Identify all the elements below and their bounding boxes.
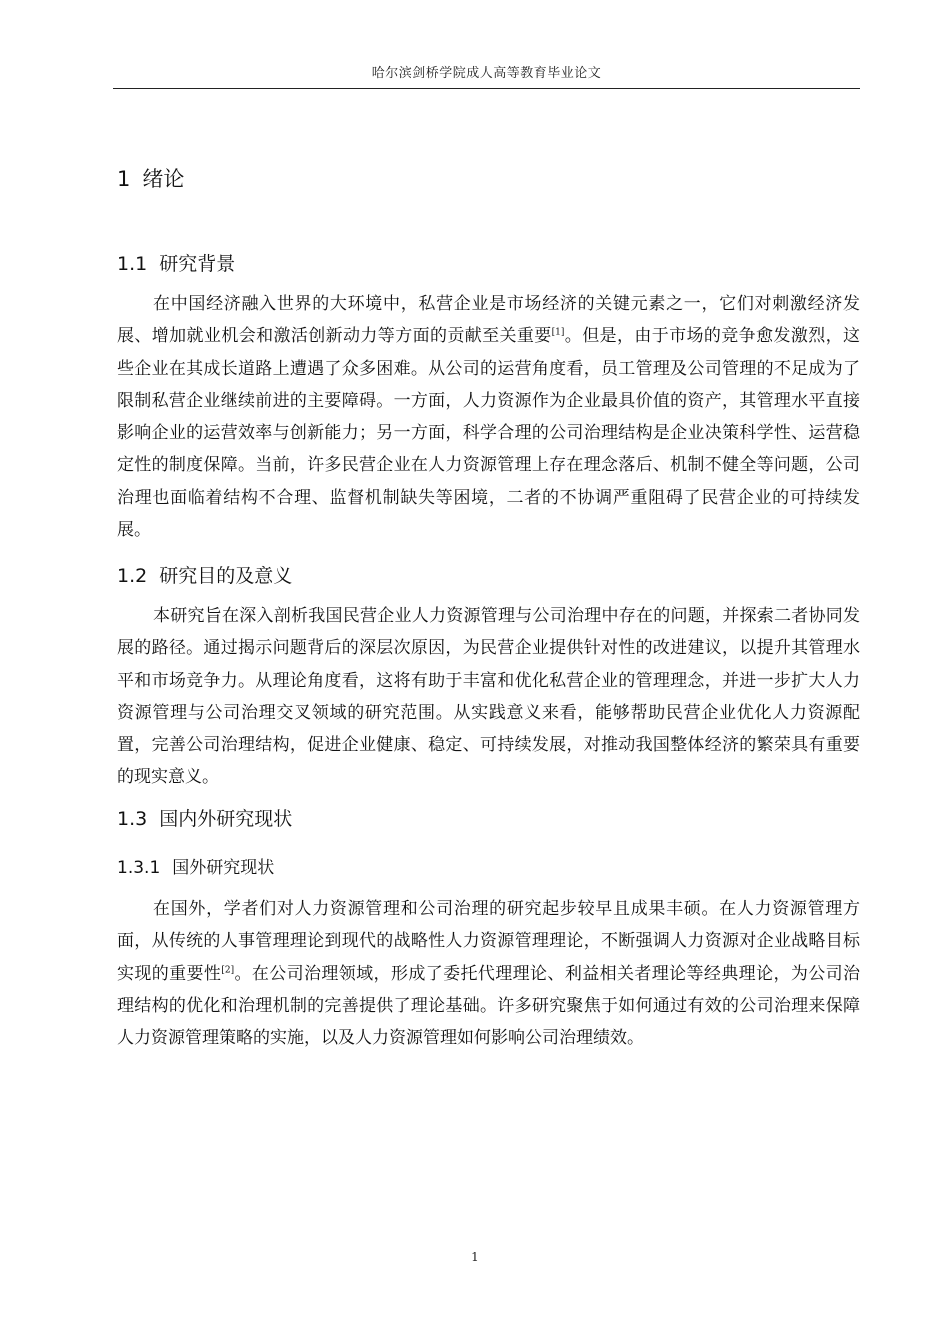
page-number: 1 (471, 1250, 479, 1264)
chapter-title: 绪论 (142, 167, 185, 191)
citation-ref[interactable]: [1] (551, 327, 565, 338)
paragraph-foreign-research (117, 893, 860, 1054)
section-number: 1.1 (117, 253, 148, 275)
paragraph-research-purpose: 本研究旨在深入剖析我国民营企业人力资源管理与公司治理中存在的问题，并探索二者协同发展的路径。通过揭示问题背后的深层次原因，为民营企业提供针对性的改进建议，以提升其管理水平和市场竞争力。从理论角度看，这将有助于丰富和优化私营企业的管理理念，并进一步扩大人力资源管理与公司治理交叉领域的研究范围。从实践意义来看，能够帮助民营企业优化人力资源配置，完善公司治理结构，促进企业健康、稳定、可持续发展，对推动我国整体经济的繁荣具有重要的现实意义。 (117, 606, 860, 788)
page-header: 哈尔滨剑桥学院成人高等教育毕业论文 (371, 66, 602, 81)
section-title: 研究目的及意义 (159, 565, 293, 587)
section-heading-1-1 (117, 249, 235, 276)
subsection-title: 国外研究现状 (172, 858, 275, 878)
section-title: 国内外研究现状 (159, 808, 293, 830)
section-heading-1-2 (117, 561, 292, 588)
section-number: 1.2 (117, 565, 148, 587)
subsection-heading-1-3-1 (117, 853, 274, 878)
paragraph-text: 。在公司治理领域，形成了委托代理理论、利益相关者理论等经典理论，为公司治理结构的优化和治理机制的完善提供了理论基础。许多研究聚焦于如何通过有效的公司治理来保障人力资源管理策略的实施，以及人力资源管理如何影响公司治理绩效。 (117, 963, 861, 1049)
subsection-number: 1.3.1 (117, 858, 161, 878)
chapter-heading (117, 163, 184, 193)
section-heading-1-3 (117, 804, 292, 831)
citation-ref[interactable]: [2] (221, 964, 235, 975)
section-number: 1.3 (117, 808, 148, 830)
section-title: 研究背景 (159, 253, 236, 275)
paragraph-research-background (117, 288, 860, 546)
paragraph-text: 。但是，由于市场的竞争愈发激烈，这些企业在其成长道路上遭遇了众多困难。从公司的运营角度看，员工管理及公司管理的不足成为了限制私营企业继续前进的主要障碍。一方面，人力资源作为企业最具价值的资产，其管理水平直接影响企业的运营效率与创新能力；另一方面，科学合理的公司治理结构是企业决策科学性、运营稳定性的制度保障。当前，许多民营企业在人力资源管理上存在理念落后、机制不健全等问题，公司治理也面临着结构不合理、监督机制缺失等困境，二者的不协调严重阻碍了民营企业的可持续发展。 (117, 326, 860, 541)
paragraph-text: 在国外，学者们对人力资源管理和公司治理的研究起步较早且成果丰硕。在人力资源管理方面，从传统的人事管理理论到现代的战略性人力资源管理理论，不断强调人力资源对企业战略目标实现的重要性 (117, 899, 860, 984)
paragraph-text: 在中国经济融入世界的大环境中，私营企业是市场经济的关键元素之一，它们对刺激经济发展、增加就业机会和激活创新动力等方面的贡献至关重要 (117, 294, 860, 347)
header-rule (113, 88, 860, 89)
chapter-number: 1 (117, 167, 131, 191)
